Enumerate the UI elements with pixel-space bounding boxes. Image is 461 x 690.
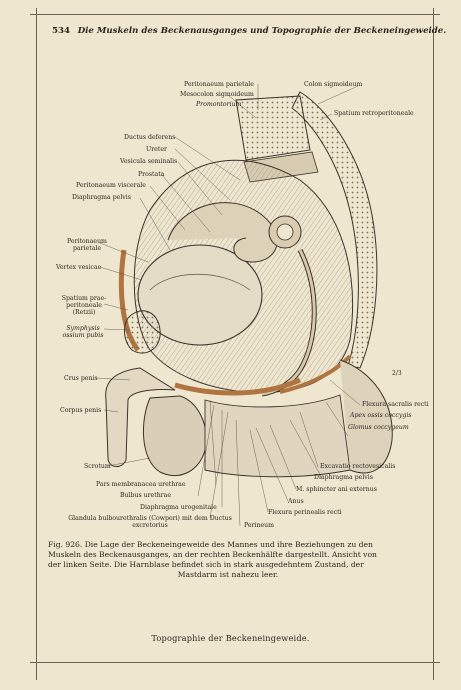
caption-line: Fig. 926. Die Lage der Beckeneingeweide des Mannes und ihre Beziehungen zu den bbox=[48, 540, 373, 549]
label-crus-penis: Crus penis bbox=[64, 375, 98, 382]
label-glandula-bulbourethralis: Glandula bulbourethralis (Cowperi) mit dem Ductus excretorius bbox=[68, 515, 232, 529]
caption-line: Muskeln des Beckenausganges, an der rechten Beckenhälfte dargestellt. Ansicht von bbox=[48, 550, 377, 559]
label-apex-ossis-coccygis: Apex ossis coccygis bbox=[350, 412, 412, 419]
label-prostata: Prostata bbox=[138, 171, 165, 178]
label-sphincter-ani-externus: M. sphincter ani externus bbox=[296, 486, 377, 493]
section-heading: Topographie der Beckeneingeweide. bbox=[151, 633, 310, 643]
label-diaphragma-pelvis-right: Diaphragma pelvis bbox=[314, 474, 373, 481]
vertebra bbox=[236, 96, 310, 160]
figure-caption bbox=[48, 540, 408, 580]
label-anus: Anus bbox=[288, 498, 304, 505]
label-ureter: Ureter bbox=[146, 146, 167, 153]
pubic-symphysis bbox=[125, 311, 161, 353]
caption-line: Mastdarm ist nahezu leer. bbox=[177, 570, 279, 579]
label-flexura-sacralis-recti: Flexura sacralis recti bbox=[362, 401, 429, 408]
label-corpus-penis: Corpus penis bbox=[60, 407, 102, 414]
label-peritonaeum-parietale-top: Peritonaeum parietale bbox=[184, 81, 254, 88]
label-promontorium: Promontorium bbox=[196, 101, 242, 108]
label-spatium-praeperitoneale: Spatium prae-peritoneale (Retzii) bbox=[61, 295, 107, 316]
label-diaphragma-pelvis-left: Diaphragma pelvis bbox=[72, 194, 131, 201]
label-pars-membranacea-urethrae: Pars membranacea urethrae bbox=[96, 481, 186, 488]
label-symphysis-ossium-pubis: Symphysis ossium pubis bbox=[62, 325, 104, 339]
label-vertex-vesicae: Vertex vesicae bbox=[56, 264, 102, 271]
label-colon-sigmoideum: Colon sigmoideum bbox=[304, 81, 363, 88]
label-glomus-coccygeum: Glomus coccygeum bbox=[348, 424, 409, 431]
page-number: 534 bbox=[52, 26, 70, 36]
label-perineum: Perineum bbox=[244, 522, 274, 529]
running-head-title: Die Muskeln des Beckenausganges und Topographie der Beckeneingeweide. bbox=[77, 26, 447, 36]
label-ductus-deferens: Ductus deferens bbox=[124, 134, 176, 141]
label-excavatio-rectovesicalis: Excavatio rectovesicalis bbox=[320, 463, 396, 470]
label-bulbus-urethrae: Bulbus urethrae bbox=[120, 492, 171, 499]
label-peritonaeum-parietale-left: Peritonaeum parietale bbox=[67, 238, 107, 252]
label-scrotum: Scrotum bbox=[84, 463, 111, 470]
scrotum bbox=[143, 396, 206, 476]
label-diaphragma-urogenitale: Diaphragma urogenitale bbox=[140, 504, 217, 511]
label-spatium-retroperitoneale: Spatium retroperitoneale bbox=[334, 110, 414, 117]
label-mesocolon-sigmoideum: Mesocolon sigmoideum bbox=[180, 91, 254, 98]
caption-line: der linken Seite. Die Harnblase befindet sich in stark ausgedehntem Zustand, der bbox=[48, 560, 364, 569]
label-peritonaeum-viscerale: Peritonaeum viscerale bbox=[76, 182, 146, 189]
label-vesicula-seminalis: Vesicula seminalis bbox=[120, 158, 178, 165]
label-flexura-perinealis-recti: Flexura perinealis recti bbox=[268, 509, 342, 516]
scale-mark: 2/3 bbox=[392, 370, 402, 377]
